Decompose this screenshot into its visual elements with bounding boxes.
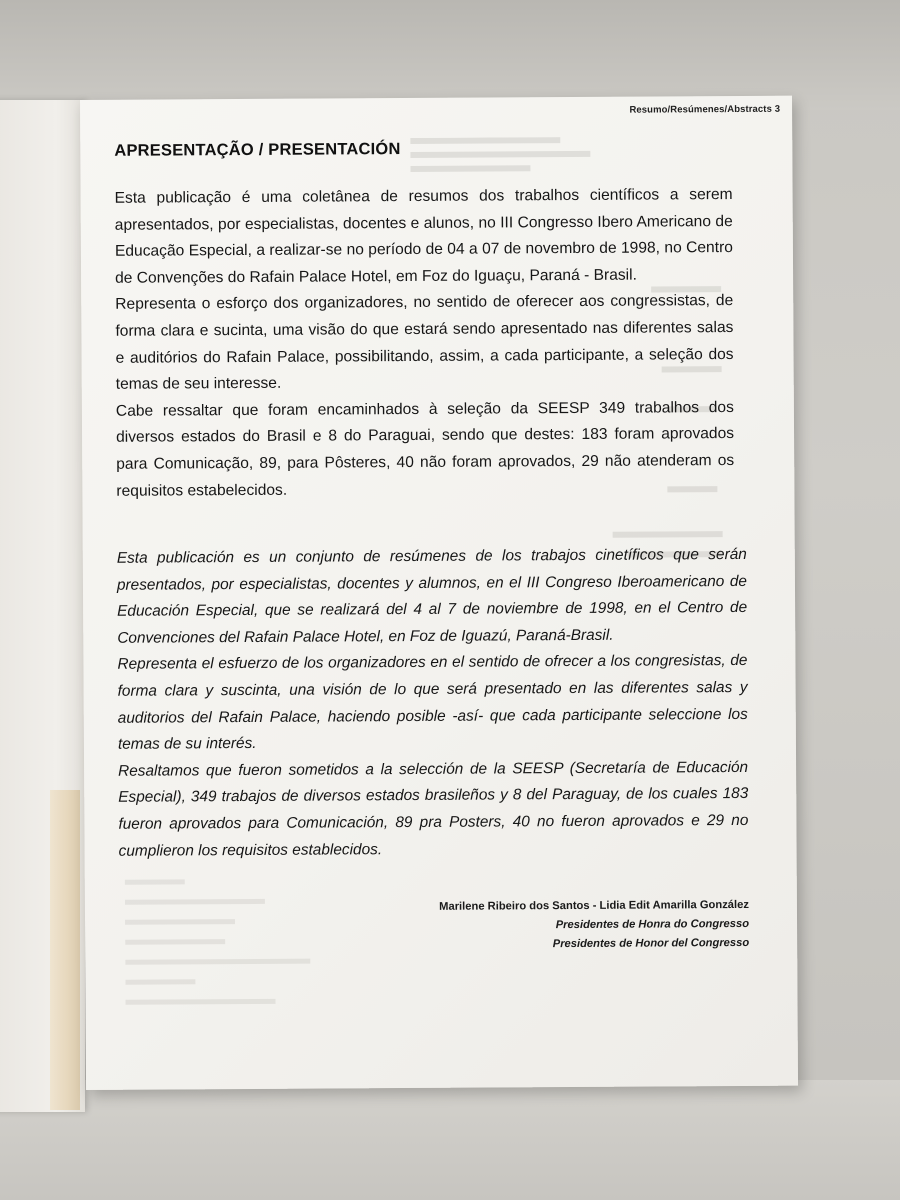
paragraph-pt-1: Esta publicação é uma coletânea de resumos dos trabalhos científicos a serem apresentados, por especialistas, docentes e alunos, no III Congresso Ibero Americano de Educação Especial, a realizar-se no período de 04 a 07 de novembro de 1998, no Centro de Convenções do Rafain Palace Hotel, em Foz do Iguaçu, Paraná - Brasil. [114, 186, 733, 287]
show-through-text-lower [125, 868, 376, 1030]
signatory-names: Marilene Ribeiro dos Santos - Lidia Edit Amarilla González [439, 898, 749, 913]
previous-page-edge [0, 100, 85, 1112]
show-through-lines-lower [125, 868, 376, 1030]
signatory-role-pt: Presidentes de Honra do Congresso [555, 917, 750, 932]
running-head: Resumo/Resúmenes/Abstracts 3 [629, 103, 781, 116]
portuguese-text [115, 182, 735, 505]
paragraph-pt-2: Representa o esforço dos organizadores, no sentido de oferecer aos congressistas, de forma clara e sucinta, uma visão do que estará sendo apresentado nas diferentes salas e auditórios do Rafain Palace, possibilitando, assim, a cada participante, a seleção dos temas de seu interesse. [115, 292, 734, 393]
paragraph-pt-3: Cabe ressaltar que foram encaminhados à seleção da SEESP 349 trabalhos dos diversos estados do Brasil e 8 do Paraguai, sendo que destes: 183 foram aprovados para Comunicação, 89, para Pôsteres, 40 não foram aprovados, 29 não atenderam os requisitos estabelecidos. [115, 398, 735, 500]
paragraph-es-3: Resaltamos que fueron sometidos a la selección de la SEESP (Secretaría de Educación Especial), 349 trabajos de diversos estados brasileños y 8 del Paraguay, de los cuales 183 fueron aprovados para Comunicación, 89 pra Posters, 40 no fueron aprovados e 29 no cumplieron los requisitos establecidos. [118, 758, 749, 860]
signatory-role-es: Presidentes de Honor del Congresso [552, 936, 750, 951]
paragraph-es-1: Esta publicación es un conjunto de resúmenes de los trabajos cinetíficos que serán presentados, por especialistas, docentes y alumnos, en el III Congreso Iberoamericano de Educación Especial, que se realizará del 4 al 7 de noviembre de 1998, en el Centro de Convenciones del Rafain Palace Hotel, en Foz de Iguazú, Paraná-Brasil. [116, 545, 748, 647]
signature-block [439, 896, 749, 955]
spanish-text [117, 542, 749, 865]
table-surface [0, 1080, 900, 1200]
page-title: APRESENTAÇÃO / PRESENTACIÓN [114, 140, 401, 160]
worn-spine [50, 790, 80, 1110]
wall-background [0, 0, 900, 110]
paragraph-es-2: Representa el esfuerzo de los organizadores en el sentido de ofrecer a los congresistas, de forma clara y suscinta, una visión de lo que será presentado en las diferentes salas y auditorios del Rafain Palace, haciendo posible -así- que cada participante seleccione los temas de su interés. [117, 652, 748, 753]
document-page [80, 96, 798, 1090]
